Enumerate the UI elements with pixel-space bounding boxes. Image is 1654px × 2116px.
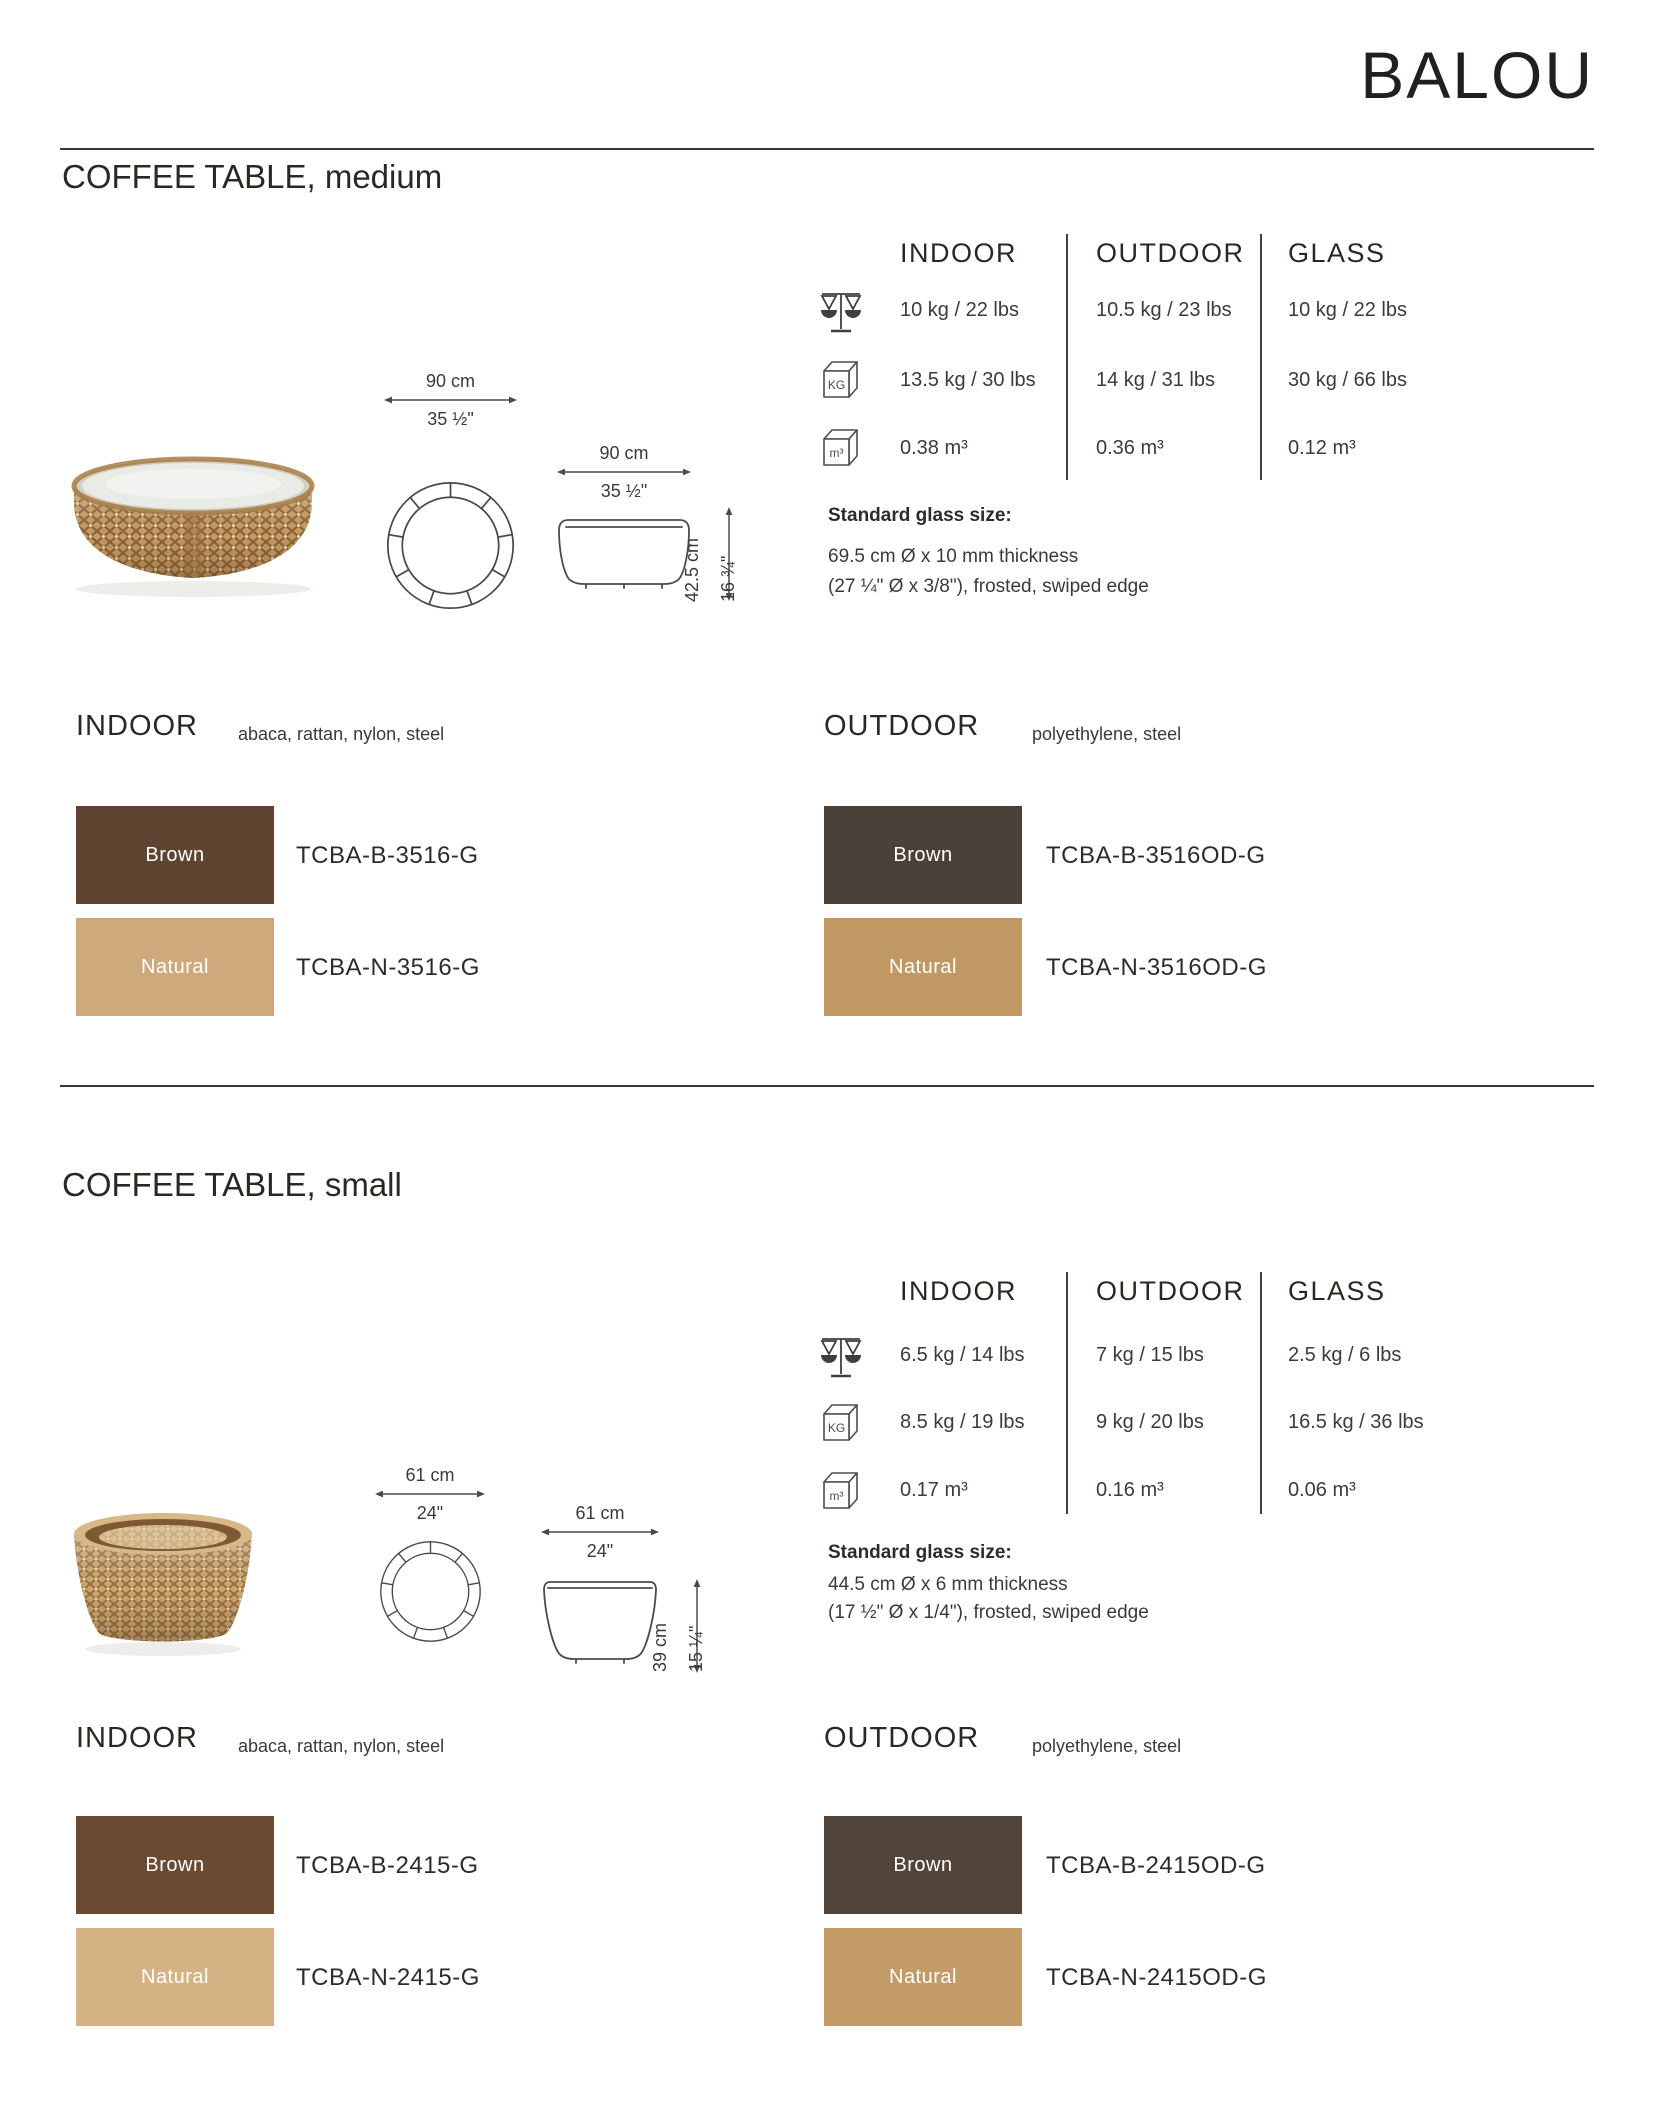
materials-label: polyethylene, steel [1032, 1736, 1182, 1756]
section-divider [60, 1085, 1594, 1087]
brand-logo: BALOU [1360, 38, 1594, 112]
spec-value: 0.12 m³ [1288, 437, 1356, 459]
spec-value: 9 kg / 20 lbs [1096, 1411, 1204, 1433]
height-inch-label: 15 ¼" [686, 1625, 706, 1672]
glass-size-line2: (17 ½" Ø x 1/4"), frosted, swiped edge [828, 1602, 1149, 1623]
color-swatch-brown [824, 806, 1022, 904]
scale-icon [818, 286, 864, 336]
spec-value: 13.5 kg / 30 lbs [900, 369, 1036, 391]
svg-text:m³: m³ [829, 446, 844, 460]
color-swatch-brown [76, 806, 274, 904]
m3-cube-icon [820, 426, 860, 468]
spec-value: 14 kg / 31 lbs [1096, 369, 1215, 391]
color-swatch-brown [76, 1816, 274, 1914]
materials-label: abaca, rattan, nylon, steel [238, 724, 445, 744]
top-width-dimension-medium [383, 370, 518, 430]
scale-icon [818, 1331, 864, 1381]
variant-group-header-outdoor: OUTDOOR [824, 710, 980, 742]
glass-size-label: Standard glass size: [828, 505, 1012, 526]
color-swatch-natural [76, 1928, 274, 2026]
m3-cube-icon [820, 1469, 860, 1511]
dimension-inch-label: 24" [416, 1503, 444, 1523]
spec-value: 0.36 m³ [1096, 437, 1164, 459]
spec-column-header-outdoor: OUTDOOR [1096, 238, 1245, 268]
product-code: TCBA-N-3516OD-G [1046, 954, 1267, 981]
column-divider [1066, 234, 1068, 480]
spec-column-header-indoor: INDOOR [900, 1276, 1017, 1306]
materials-label: polyethylene, steel [1032, 724, 1182, 744]
column-divider [1066, 1272, 1068, 1514]
product-code: TCBA-B-3516-G [296, 842, 479, 869]
kg-cube-icon [820, 1401, 860, 1443]
spec-value: 16.5 kg / 36 lbs [1288, 1411, 1424, 1433]
swatch-label: Brown [145, 843, 205, 866]
kg-cube-icon [820, 358, 860, 400]
spec-value: 7 kg / 15 lbs [1096, 1344, 1204, 1366]
column-divider [1260, 234, 1262, 480]
spec-value: 10.5 kg / 23 lbs [1096, 299, 1232, 321]
product-code: TCBA-N-2415OD-G [1046, 1964, 1267, 1991]
glass-size-line1: 69.5 cm Ø x 10 mm thickness [828, 546, 1079, 567]
spec-value: 0.17 m³ [900, 1479, 968, 1501]
height-cm-label: 39 cm [650, 1622, 670, 1672]
top-view-diagram-medium [383, 478, 518, 613]
product-code: TCBA-B-3516OD-G [1046, 842, 1266, 869]
product-photo-medium [58, 432, 328, 600]
variant-group-header-indoor: INDOOR [76, 710, 198, 742]
spec-value: 8.5 kg / 19 lbs [900, 1411, 1025, 1433]
color-swatch-natural [76, 918, 274, 1016]
dimension-arrow-icon [540, 1527, 660, 1537]
color-swatch-natural [824, 918, 1022, 1016]
product-code: TCBA-N-2415-G [296, 1964, 480, 1991]
spec-value: 0.06 m³ [1288, 1479, 1356, 1501]
dimension-inch-label: 35 ½" [600, 481, 648, 501]
variant-group-header-outdoor: OUTDOOR [824, 1722, 980, 1754]
spec-column-header-glass: GLASS [1288, 1276, 1386, 1306]
spec-value: 30 kg / 66 lbs [1288, 369, 1407, 391]
swatch-label: Natural [889, 955, 957, 978]
dimension-cm-label: 90 cm [425, 371, 476, 391]
dimension-arrow-icon [556, 467, 692, 477]
spec-value: 10 kg / 22 lbs [900, 299, 1019, 321]
svg-text:m³: m³ [829, 1489, 844, 1503]
dimension-inch-label: 35 ½" [427, 409, 474, 429]
glass-size-label: Standard glass size: [828, 1542, 1012, 1563]
spec-value: 10 kg / 22 lbs [1288, 299, 1407, 321]
swatch-label: Natural [889, 1965, 957, 1988]
swatch-label: Natural [141, 1965, 209, 1988]
top-view-diagram-small [377, 1538, 484, 1645]
spec-value: 0.38 m³ [900, 437, 968, 459]
side-width-dimension-medium [556, 442, 692, 502]
column-divider [1260, 1272, 1262, 1514]
top-width-dimension-small [374, 1464, 486, 1524]
product-photo-small [66, 1494, 260, 1658]
side-width-dimension-small [540, 1502, 660, 1562]
swatch-label: Brown [893, 1853, 953, 1876]
spec-value: 0.16 m³ [1096, 1479, 1164, 1501]
glass-size-line2: (27 ¼" Ø x 3/8"), frosted, swiped edge [828, 576, 1149, 597]
side-view-diagram-medium [556, 514, 692, 594]
side-view-diagram-small [540, 1574, 660, 1666]
header-rule [60, 148, 1594, 150]
spec-value: 2.5 kg / 6 lbs [1288, 1344, 1402, 1366]
section-title-medium: COFFEE TABLE, medium [62, 158, 443, 195]
swatch-label: Brown [145, 1853, 205, 1876]
variant-group-header-indoor: INDOOR [76, 1722, 198, 1754]
swatch-label: Brown [893, 843, 953, 866]
materials-label: abaca, rattan, nylon, steel [238, 1736, 445, 1756]
spec-column-header-glass: GLASS [1288, 238, 1386, 268]
dimension-arrow-icon [383, 395, 518, 405]
dimension-arrow-icon [374, 1489, 486, 1499]
dimension-inch-label: 24" [586, 1541, 614, 1561]
swatch-label: Natural [141, 955, 209, 978]
dimension-cm-label: 61 cm [575, 1503, 625, 1523]
svg-text:KG: KG [827, 378, 846, 392]
product-code: TCBA-B-2415-G [296, 1852, 479, 1879]
height-cm-label: 42.5 cm [682, 537, 702, 602]
height-inch-label: 16 ¾" [718, 555, 738, 602]
spec-column-header-outdoor: OUTDOOR [1096, 1276, 1245, 1306]
product-code: TCBA-N-3516-G [296, 954, 480, 981]
product-code: TCBA-B-2415OD-G [1046, 1852, 1266, 1879]
dimension-cm-label: 61 cm [405, 1465, 455, 1485]
spec-column-header-indoor: INDOOR [900, 238, 1017, 268]
color-swatch-brown [824, 1816, 1022, 1914]
spec-value: 6.5 kg / 14 lbs [900, 1344, 1025, 1366]
glass-size-line1: 44.5 cm Ø x 6 mm thickness [828, 1574, 1068, 1595]
svg-text:KG: KG [827, 1421, 846, 1435]
section-title-small: COFFEE TABLE, small [62, 1166, 402, 1203]
color-swatch-natural [824, 1928, 1022, 2026]
dimension-cm-label: 90 cm [599, 443, 649, 463]
